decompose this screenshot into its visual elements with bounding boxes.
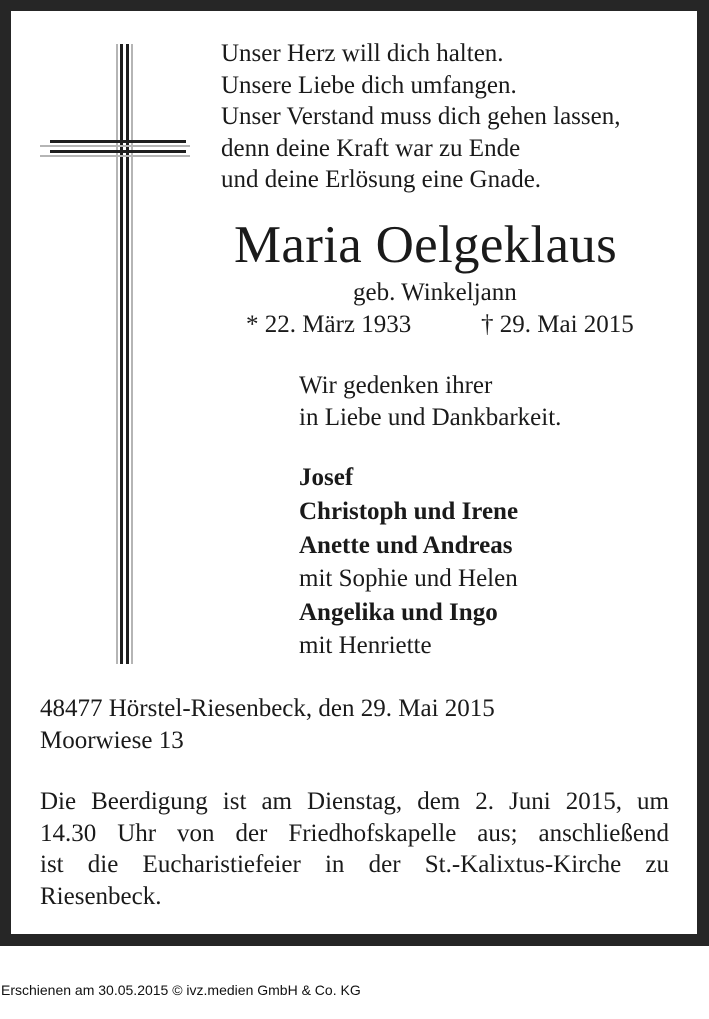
remembrance-text	[299, 370, 561, 433]
family-member: Angelika und Ingo	[299, 599, 498, 626]
death-date: † 29. Mai 2015	[481, 311, 634, 338]
family-member: Josef	[299, 464, 354, 491]
place-date: 48477 Hörstel-Riesenbeck, den 29. Mai 2015	[40, 695, 495, 722]
birth-date: * 22. März 1933	[246, 311, 412, 338]
poem-line: Unser Verstand muss dich gehen lassen,	[221, 103, 621, 130]
remembrance-line: in Liebe und Dankbarkeit.	[299, 403, 562, 431]
poem-line: und deine Erlösung eine Gnade.	[221, 166, 542, 193]
family-member: Christoph und Irene	[299, 498, 519, 525]
funeral-notice	[40, 786, 669, 912]
family-children: mit Henriette	[299, 632, 432, 659]
deceased-name: Maria Oelgeklaus	[234, 216, 618, 274]
funeral-line: 14.30 Uhr von der Friedhofskapelle aus; anschließend	[40, 819, 669, 847]
family-list	[299, 461, 518, 663]
remembrance-line: Wir gedenken ihrer	[299, 372, 493, 399]
funeral-line: ist die Eucharistiefeier in der St.-Kalixtus-Kirche zu	[40, 851, 669, 878]
address-block	[40, 693, 495, 756]
poem-line: Unser Herz will dich halten.	[221, 40, 504, 67]
publication-footer: Erschienen am 30.05.2015 © ivz.medien GmbH & Co. KG	[1, 982, 361, 998]
poem	[221, 38, 620, 196]
poem-line: Unsere Liebe dich umfangen.	[221, 71, 517, 99]
christian-cross-icon	[40, 44, 190, 664]
notice-paper	[11, 11, 697, 934]
funeral-line: Riesenbeck.	[40, 882, 162, 910]
family-children: mit Sophie und Helen	[299, 565, 518, 592]
street-address: Moorwiese 13	[40, 726, 184, 754]
poem-line: denn deine Kraft war zu Ende	[221, 134, 521, 162]
maiden-name: geb. Winkeljann	[353, 279, 517, 306]
funeral-line: Die Beerdigung ist am Dienstag, dem 2. Juni 2015, um	[40, 788, 669, 815]
family-member: Anette und Andreas	[299, 532, 513, 559]
